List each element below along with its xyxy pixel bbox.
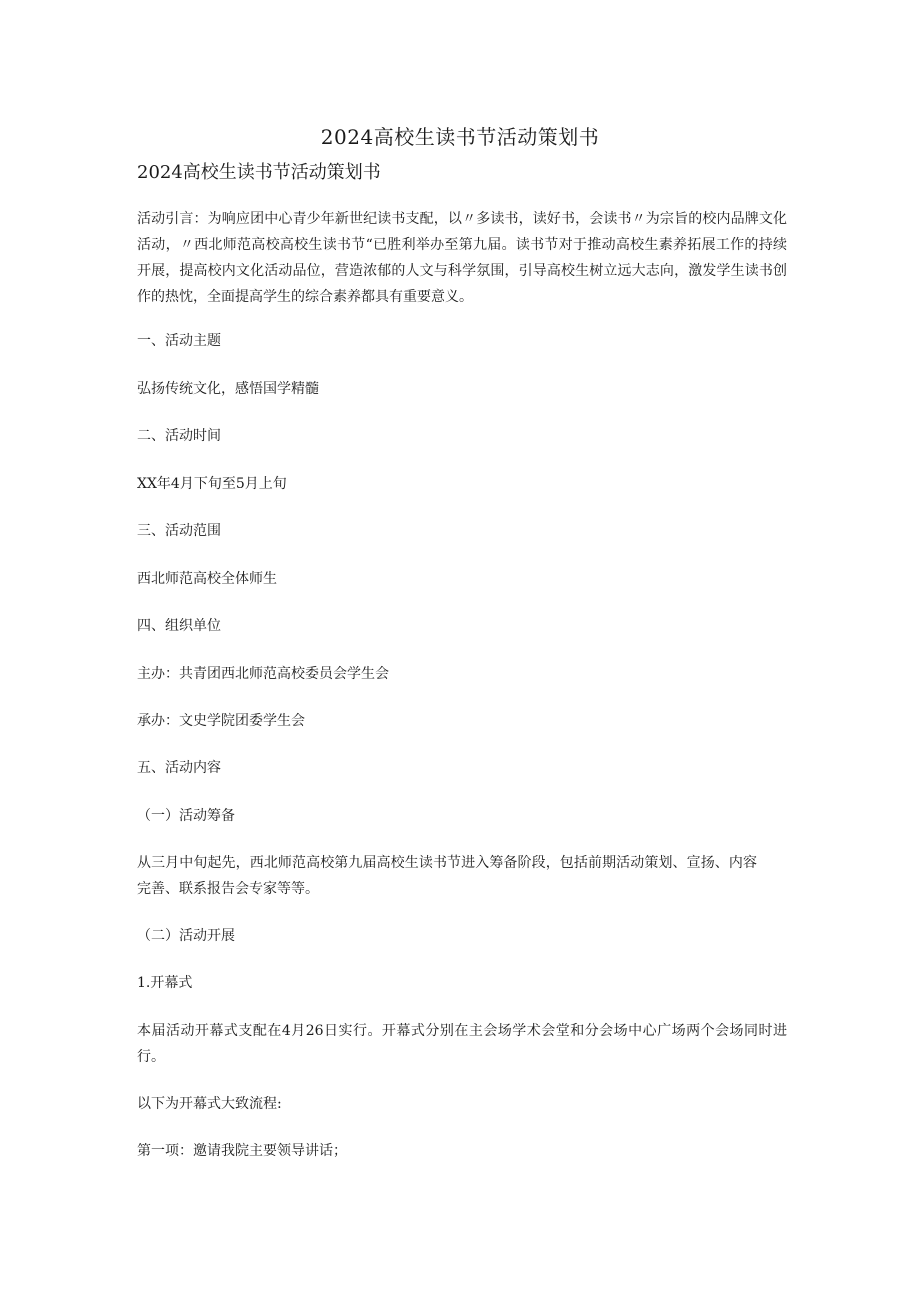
section-heading-scope: 三、活动范围 [137,523,221,539]
section-heading-organization: 四、组织单位 [137,618,221,634]
section-text-scope: 西北师范高校全体师生 [137,571,277,587]
subsection-heading-execution: （二）活动开展 [137,928,235,944]
flow-step-1: 第一项：邀请我院主要领导讲话； [137,1143,347,1159]
section-heading-theme: 一、活动主题 [137,333,221,349]
subsection-heading-preparation: （一）活动筹备 [137,808,235,824]
section-text-host: 主办：共青团西北师范高校委员会学生会 [137,666,389,682]
document-subtitle: 2024高校生读书节活动策划书 [137,162,381,183]
item-heading-opening: 1.开幕式 [137,975,193,991]
section-heading-time: 二、活动时间 [137,428,221,444]
section-text-time: XX年4月下旬至5月上旬 [137,476,287,492]
section-heading-content: 五、活动内容 [137,760,221,776]
item-text-opening: 本届活动开幕式支配在4月26日实行。开幕式分别在主会场学术会堂和分会场中心广场两个会场同时进行。 [137,1023,787,1065]
document-title: 2024高校生读书节活动策划书 [320,125,600,149]
flow-intro: 以下为开幕式大致流程: [137,1096,282,1112]
section-text-organizer: 承办：文史学院团委学生会 [137,713,305,729]
subsection-text-preparation: 从三月中旬起先，西北师范高校第九届高校生读书节进入筹备阶段，包括前期活动策划、宣扬、内容完善、联系报告会专家等等。 [137,855,757,897]
section-text-theme: 弘扬传统文化，感悟国学精髓 [137,381,319,397]
intro-paragraph: 活动引言：为响应团中心青少年新世纪读书支配，以〃多读书，读好书，会读书〃为宗旨的校内品牌文化活动，〃西北师范高校高校生读书节“已胜利举办至第九届。读书节对于推动高校生素养拓展工作的持续开展，提高校内文化活动品位，营造浓郁的人文与科学氛围，引导高校生树立远大志向，激发学生读书创作的热忱，全面提高学生的综合素养都具有重要意义。 [137,211,787,305]
